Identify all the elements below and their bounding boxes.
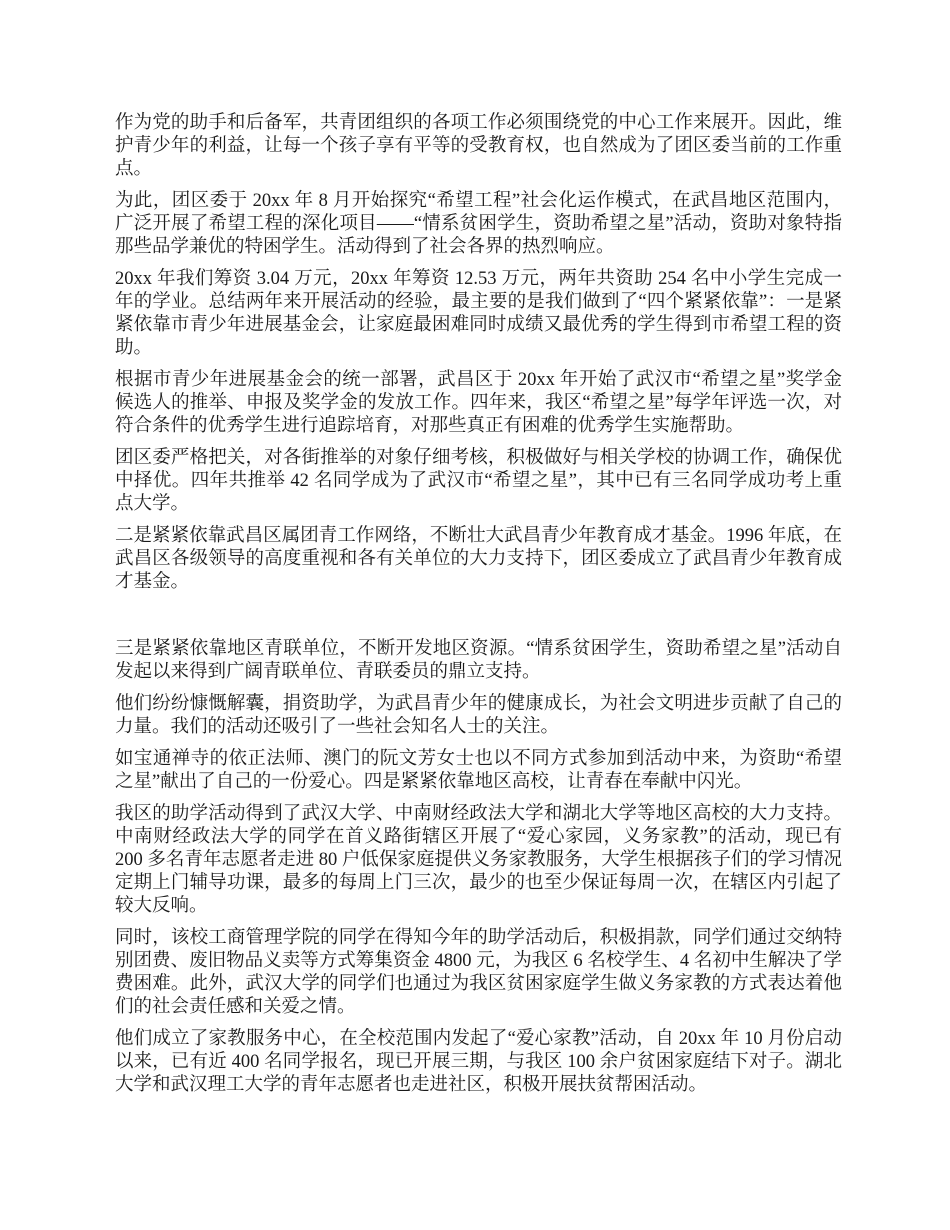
paragraph: 作为党的助手和后备军，共青团组织的各项工作必须围绕党的中心工作来展开。因此，维护青少年的利益，让每一个孩子享有平等的受教育权，也自然成为了团区委当前的工作重点。 (115, 113, 842, 179)
paragraph: 三是紧紧依靠地区青联单位，不断开发地区资源。“情系贫困学生，资助希望之星”活动自发起以来得到广阔青联单位、青联委员的鼎立支持。 (115, 639, 842, 682)
paragraph: 如宝通禅寺的依正法师、澳门的阮文芳女士也以不同方式参加到活动中来，为资助“希望之星”献出了自己的一份爱心。四是紧紧依靠地区高校，让青春在奉献中闪光。 (115, 749, 842, 792)
paragraph: 我区的助学活动得到了武汉大学、中南财经政法大学和湖北大学等地区高校的大力支持。中南财经政法大学的同学在首义路街辖区开展了“爱心家园，义务家教”的活动，现已有 200 多名青年志愿者走进 80 户低保家庭提供义务家教服务，大学生根据孩子们的学习情况定期上门辅导功课，最多的每周上门三次，最少的也至少保证每周一次，在辖区内引起了较大反响。 (115, 804, 842, 916)
paragraph: 为此，团区委于 20xx 年 8 月开始探究“希望工程”社会化运作模式，在武昌地区范围内，广泛开展了希望工程的深化项目——“情系贫困学生，资助希望之星”活动，资助对象特指那些品学兼优的特困学生。活动得到了社会各界的热烈响应。 (115, 191, 842, 257)
paragraph: 20xx 年我们筹资 3.04 万元，20xx 年筹资 12.53 万元，两年共资助 254 名中小学生完成一年的学业。总结两年来开展活动的经验，最主要的是我们做到了“四个紧紧依靠”：一是紧紧依靠市青少年进展基金会，让家庭最困难同时成绩又最优秀的学生得到市希望工程的资助。 (115, 269, 842, 358)
paragraph: 根据市青少年进展基金会的统一部署，武昌区于 20xx 年开始了武汉市“希望之星”奖学金候选人的推举、申报及奖学金的发放工作。四年来，我区“希望之星”每学年评选一次，对符合条件的优秀学生进行追踪培育，对那些真正有困难的优秀学生实施帮助。 (115, 370, 842, 436)
paragraph: 同时，该校工商管理学院的同学在得知今年的助学活动后，积极捐款，同学们通过交纳特别团费、废旧物品义卖等方式筹集资金 4800 元，为我区 6 名校学生、4 名初中生解决了学费困难。此外，武汉大学的同学们也通过为我区贫困家庭学生做义务家教的方式表达着他们的社会责任感和关爱之情。 (115, 928, 842, 1017)
document-body (115, 112, 842, 1106)
paragraph: 二是紧紧依靠武昌区属团青工作网络，不断壮大武昌青少年教育成才基金。1996 年底，在武昌区各级领导的高度重视和各有关单位的大力支持下，团区委成立了武昌青少年教育成才基金。 (115, 526, 842, 592)
paragraph: 他们成立了家教服务中心，在全校范围内发起了“爱心家教”活动，自 20xx 年 10 月份启动以来，已有近 400 名同学报名，现已开展三期，与我区 100 余户贫困家庭结下对子。湖北大学和武汉理工大学的青年志愿者也走进社区，积极开展扶贫帮困活动。 (115, 1029, 842, 1095)
paragraph: 团区委严格把关，对各街推举的对象仔细考核，积极做好与相关学校的协调工作，确保优中择优。四年共推举 42 名同学成为了武汉市“希望之星”，其中已有三名同学成功考上重点大学。 (115, 448, 842, 514)
paragraph: 他们纷纷慷慨解囊，捐资助学，为武昌青少年的健康成长，为社会文明进步贡献了自己的力量。我们的活动还吸引了一些社会知名人士的关注。 (115, 694, 842, 737)
